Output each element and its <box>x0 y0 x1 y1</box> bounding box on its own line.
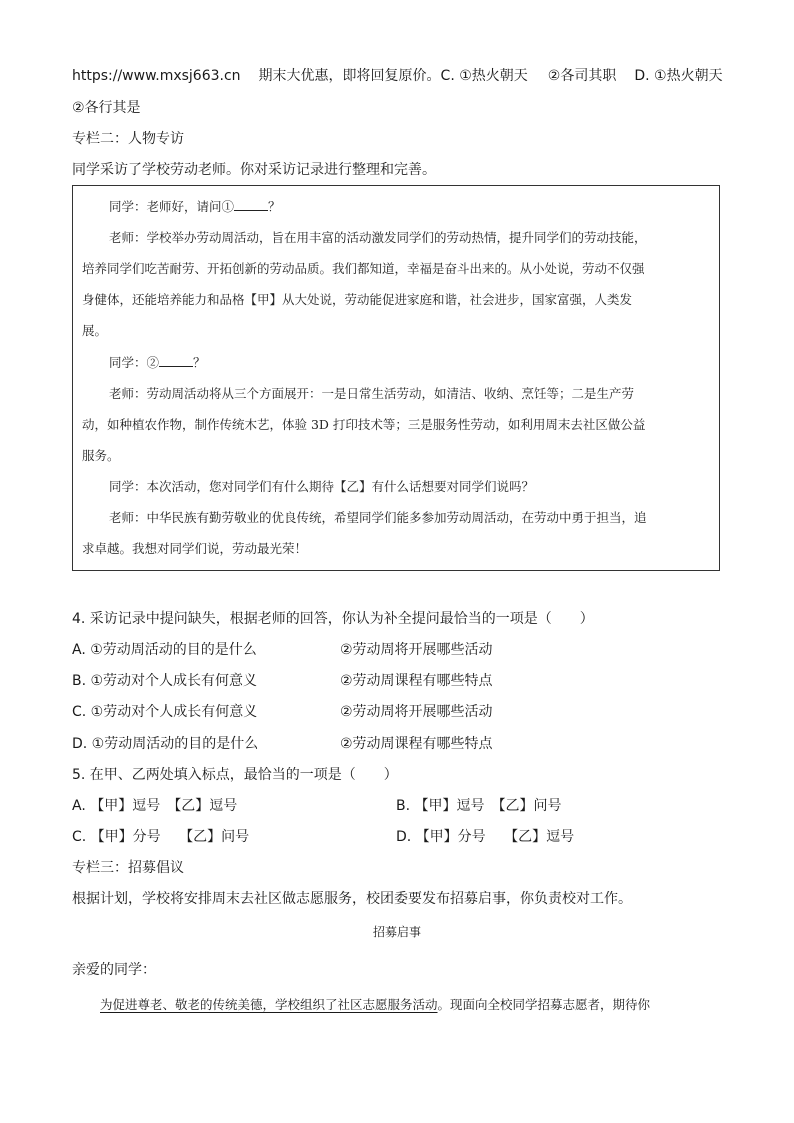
section3-title: 专栏三：招募倡议 <box>72 860 184 876</box>
q4-option-d-part2: ②劳动周课程有哪些特点 <box>340 736 493 752</box>
q5-option-d[interactable]: D. 【甲】分号 【乙】逗号 <box>396 829 575 845</box>
interview-a3-line1: 老师：中华民族有勤劳敬业的优良传统，希望同学们能多参加劳动周活动，在劳动中勇于担当，追 <box>109 510 647 525</box>
interview-q3: 同学：本次活动，您对同学们有什么期待【乙】有什么话想要对同学们说吗？ <box>109 479 535 494</box>
section3-intro: 根据计划，学校将安排周末去社区做志愿服务，校团委要发布招募启事，你负责校对工作。 <box>72 891 632 907</box>
interview-a1-line1: 老师：学校举办劳动周活动，旨在用丰富的活动激发同学们的劳动热情，提升同学们的劳动技能， <box>109 230 647 245</box>
notice-title: 招募启事 <box>372 925 421 939</box>
source-url[interactable]: https://www.mxsj663.cn <box>72 68 241 84</box>
interview-a1-line2: 培养同学们吃苦耐劳、开拓创新的劳动品质。我们都知道，幸福是奋斗出来的。从小处说，劳动不仅强 <box>82 261 645 276</box>
interview-a3-line2: 求卓越。我想对同学们说，劳动最光荣！ <box>82 541 308 556</box>
underlined-sentence: 为促进尊老、敬老的传统美德，学校组织了社区志愿服务活动 <box>100 997 438 1012</box>
q4-option-c-part2: ②劳动周将开展哪些活动 <box>340 704 493 720</box>
blank-1 <box>234 198 268 211</box>
interview-a1-line3: 身健体，还能培养能力和品格【甲】从大处说，劳动能促进家庭和谐，社会进步，国家富强，人类发 <box>82 292 633 307</box>
q4-option-a[interactable]: A. ①劳动周活动的目的是什么 <box>72 642 257 658</box>
interview-record-box <box>72 185 720 571</box>
interview-a2-line3: 服务。 <box>82 448 120 463</box>
notice-body-line1 <box>100 995 650 1015</box>
header-text: 期末大优惠，即将回复原价。C. ①热火朝天 <box>258 68 528 84</box>
interview-a1-line4: 展。 <box>82 323 108 338</box>
notice-body-rest: 。现面向全校同学招募志愿者，期待你 <box>437 997 651 1012</box>
header-option-c2: ②各司其职 <box>547 68 617 84</box>
blank-2 <box>159 354 193 367</box>
q4-option-d[interactable]: D. ①劳动周活动的目的是什么 <box>72 736 259 752</box>
q4-option-b-part2: ②劳动周课程有哪些特点 <box>340 673 493 689</box>
header-continuation: ②各行其是 <box>72 100 141 116</box>
q4-option-a-part2: ②劳动周将开展哪些活动 <box>340 642 493 658</box>
header-option-d: D. ①热火朝天 <box>634 68 723 84</box>
section2-intro: 同学采访了学校劳动老师。你对采访记录进行整理和完善。 <box>72 162 436 178</box>
interview-q2: 同学：② ？ <box>109 355 206 370</box>
q5-option-a[interactable]: A. 【甲】逗号 【乙】逗号 <box>72 798 238 814</box>
q4-stem: 4. 采访记录中提问缺失，根据老师的回答，你认为补全提问最恰当的一项是（ ） <box>72 611 594 627</box>
interview-a2-line2: 动，如种植农作物，制作传统木艺，体验 3D 打印技术等；三是服务性劳动，如利用周末去社区做公益 <box>82 417 646 432</box>
interview-q1: 同学：老师好，请问① ？ <box>109 199 281 214</box>
section2-title: 专栏二：人物专访 <box>72 131 184 147</box>
q5-option-b[interactable]: B. 【甲】逗号 【乙】问号 <box>396 798 562 814</box>
interview-a2-line1: 老师：劳动周活动将从三个方面展开：一是日常生活劳动，如清洁、收纳、烹饪等；二是生产劳 <box>109 386 635 401</box>
header-line <box>72 66 723 86</box>
notice-greeting: 亲爱的同学： <box>72 962 156 978</box>
q5-option-c[interactable]: C. 【甲】分号 【乙】问号 <box>72 829 250 845</box>
q4-option-b[interactable]: B. ①劳动对个人成长有何意义 <box>72 673 258 689</box>
q5-stem: 5. 在甲、乙两处填入标点，最恰当的一项是（ ） <box>72 767 398 783</box>
q4-option-c[interactable]: C. ①劳动对个人成长有何意义 <box>72 704 258 720</box>
